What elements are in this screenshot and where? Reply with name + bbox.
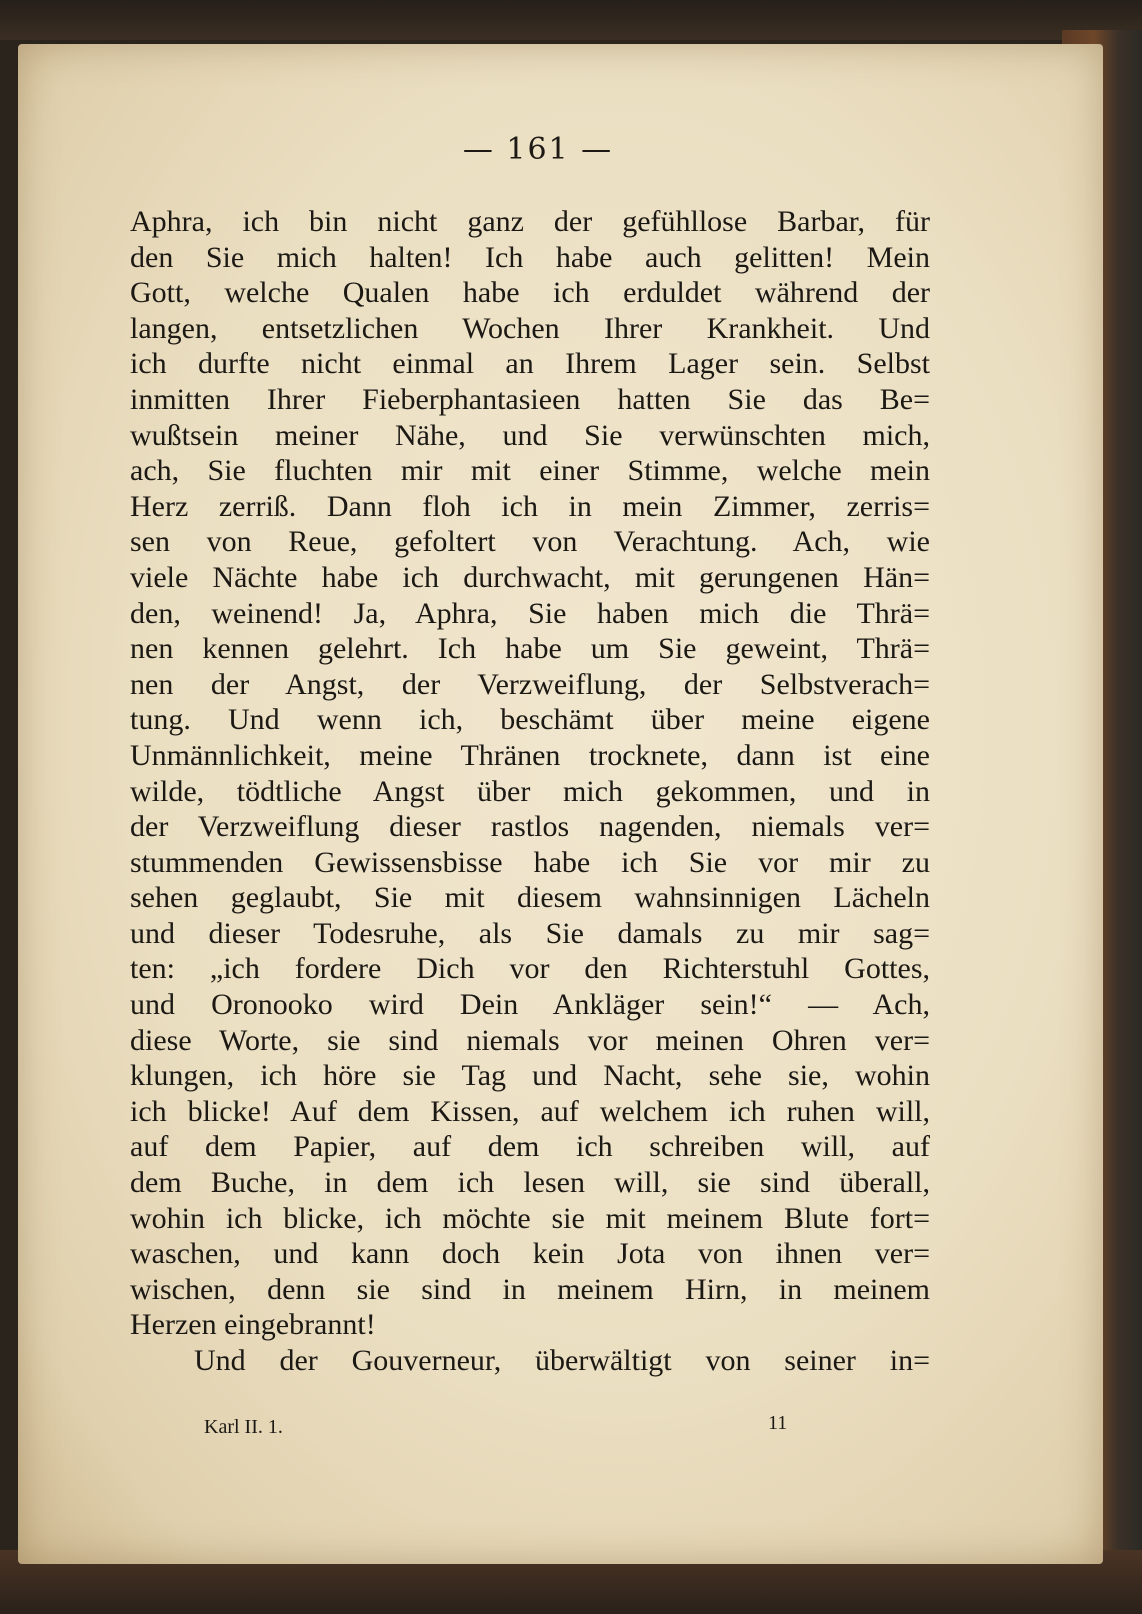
text-line: stummenden Gewissensbisse habe ich Sie vor mir zu (130, 845, 930, 879)
text-line: und Oronooko wird Dein Ankläger sein!“ — Ach, (130, 988, 930, 1022)
text-line: auf dem Papier, auf dem ich schreiben will, auf (130, 1130, 930, 1164)
text-line: ich blicke! Auf dem Kissen, auf welchem ich ruhen will, (130, 1094, 930, 1128)
text-line: dem Buche, in dem ich lesen will, sie sind überall, (130, 1166, 930, 1200)
text-line: nen der Angst, der Verzweiflung, der Selbstverach= (130, 667, 930, 701)
text-line: wohin ich blicke, ich möchte sie mit meinem Blute fort= (130, 1201, 930, 1235)
page-number: — 161 — (462, 132, 614, 167)
text-line: inmitten Ihrer Fieberphantasieen hatten Sie das Be= (130, 382, 930, 416)
text-line: der Verzweiflung dieser rastlos nagenden, niemals ver= (130, 810, 930, 844)
text-line: wilde, tödtliche Angst über mich gekommen, und in (130, 774, 930, 808)
printer-signature: Karl II. 1. (204, 1416, 283, 1438)
text-line: sen von Reue, gefoltert von Verachtung. Ach, wie (130, 525, 930, 559)
text-line: Unmännlichkeit, meine Thränen trocknete, dann ist eine (130, 738, 930, 772)
sheet-number: 11 (768, 1412, 788, 1434)
body-text (130, 204, 930, 1379)
text-line: den, weinend! Ja, Aphra, Sie haben mich die Thrä= (130, 596, 930, 630)
text-line: Herz zerriß. Dann floh ich in mein Zimmer, zerris= (130, 489, 930, 523)
text-line: diese Worte, sie sind niemals vor meinen Ohren ver= (130, 1023, 930, 1057)
text-line: waschen, und kann doch kein Jota von ihnen ver= (130, 1237, 930, 1271)
text-line: wischen, denn sie sind in meinem Hirn, in meinem (130, 1272, 930, 1306)
text-line: ten: „ich fordere Dich vor den Richterstuhl Gottes, (130, 952, 930, 986)
text-line: Aphra, ich bin nicht ganz der gefühllose Barbar, für (130, 205, 930, 238)
text-line: Herzen eingebrannt! (130, 1308, 376, 1342)
text-line: und dieser Todesruhe, als Sie damals zu mir sag= (130, 916, 930, 950)
text-line: den Sie mich halten! Ich habe auch gelitten! Mein (130, 240, 930, 274)
text-line: ach, Sie fluchten mir mit einer Stimme, welche mein (130, 454, 930, 488)
text-line: klungen, ich höre sie Tag und Nacht, sehe sie, wohin (130, 1059, 930, 1093)
text-line: sehen geglaubt, Sie mit diesem wahnsinnigen Lächeln (130, 881, 930, 915)
text-line: wußtsein meiner Nähe, und Sie verwünschten mich, (130, 418, 930, 452)
text-line: viele Nächte habe ich durchwacht, mit gerungenen Hän= (130, 560, 930, 594)
text-line: Gott, welche Qualen habe ich erduldet während der (130, 276, 930, 310)
text-line: ich durfte nicht einmal an Ihrem Lager sein. Selbst (130, 347, 930, 381)
book-top-edge (0, 0, 1142, 40)
paper-page (18, 44, 1103, 1564)
text-line: Und der Gouverneur, überwältigt von seiner in= (194, 1344, 930, 1377)
text-line: langen, entsetzlichen Wochen Ihrer Krankheit. Und (130, 311, 930, 345)
text-line: tung. Und wenn ich, beschämt über meine eigene (130, 703, 930, 737)
text-line: nen kennen gelehrt. Ich habe um Sie geweint, Thrä= (130, 632, 930, 666)
